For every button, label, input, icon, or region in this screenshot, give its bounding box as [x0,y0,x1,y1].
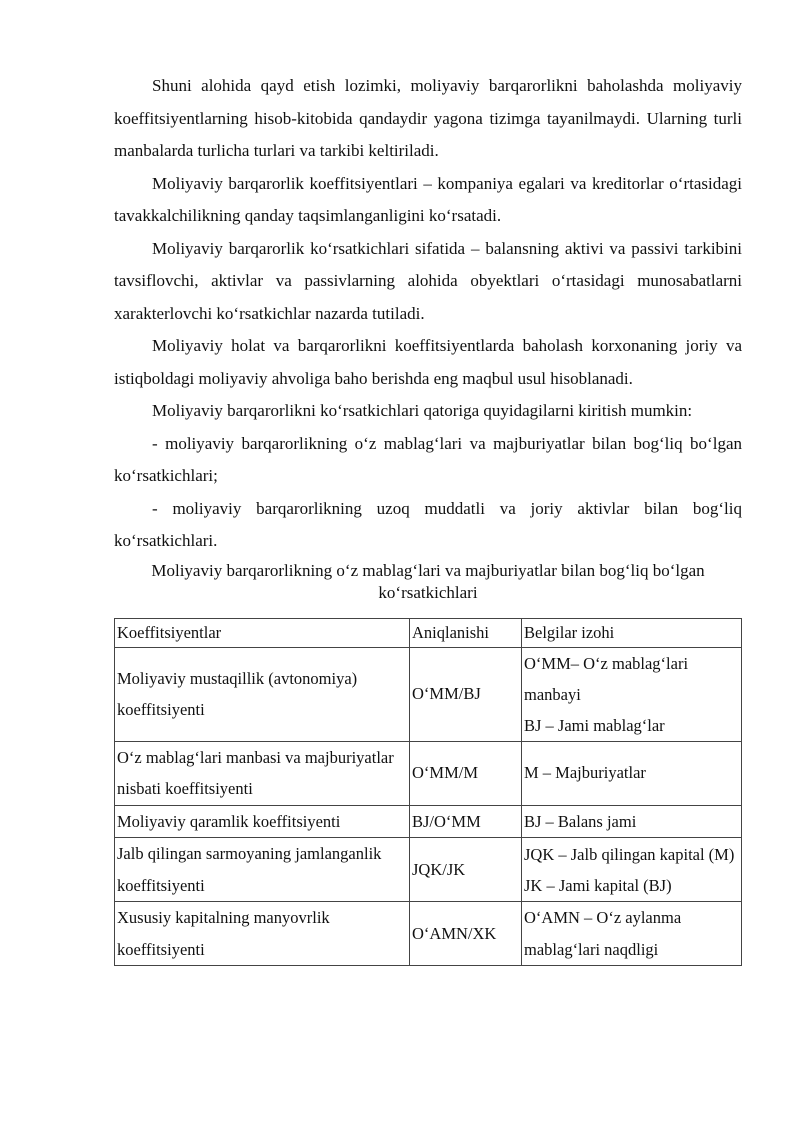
cell-notes [522,647,742,741]
cell-formula: O‘MM/BJ [410,647,522,741]
header-coefficients: Koeffitsiyentlar [115,618,410,647]
paragraph-3: Moliyaviy barqarorlik ko‘rsatkichlari sifatida – balansning aktivi va passivi tarkibini tavsiflovchi, aktivlar va passivlarning alohida obyektlari o‘rtasidagi munosabatlarni xarakterlovchi ko‘rsatkichlar nazarda tutiladi. [114,238,742,323]
cell-formula: O‘MM/M [410,741,522,805]
list-item-1: - moliyaviy barqarorlikning o‘z mablag‘lari va majburiyatlar bilan bog‘liq bo‘lgan ko‘rsatkichlari; [114,433,742,485]
table-row [115,647,742,741]
cell-note: JQK – Jalb qilingan kapital (M) [524,844,735,864]
table-caption-line-2: ko‘rsatkichlari [378,582,478,602]
table-row [115,805,742,838]
paragraph-5: Moliyaviy barqarorlikni ko‘rsatkichlari qatoriga quyidagilarni kiritish mumkin: [152,401,693,420]
table-row [115,838,742,902]
table-caption [114,560,742,604]
cell-name: O‘z mablag‘lari manbasi va majburiyatlar nisbati koeffitsiyenti [115,741,410,805]
cell-notes [522,838,742,902]
cell-note: BJ – Jami mablag‘lar [524,715,665,735]
cell-name: Moliyaviy qaramlik koeffitsiyenti [115,805,410,838]
cell-formula: O‘AMN/XK [410,902,522,966]
header-notation: Belgilar izohi [522,618,742,647]
document-page [114,70,742,966]
paragraph-4: Moliyaviy holat va barqarorlikni koeffitsiyentlarda baholash korxonaning joriy va istiqboldagi moliyaviy ahvoliga baho berishda eng maqbul usul hisoblanadi. [114,336,742,388]
coefficients-table [114,618,742,967]
table-caption-line-1: Moliyaviy barqarorlikning o‘z mablag‘lari va majburiyatlar bilan bog‘liq bo‘lgan [151,560,705,580]
cell-name: Xususiy kapitalning manyovrlik koeffitsiyenti [115,902,410,966]
cell-name: Moliyaviy mustaqillik (avtonomiya) koeffitsiyenti [115,647,410,741]
table-row [115,902,742,966]
cell-formula: JQK/JK [410,838,522,902]
cell-notes [522,741,742,805]
table-header-row [115,618,742,647]
list-item-2: - moliyaviy barqarorlikning uzoq muddatli va joriy aktivlar bilan bog‘liq ko‘rsatkichlari. [114,498,742,550]
cell-notes [522,902,742,966]
paragraph-2: Moliyaviy barqarorlik koeffitsiyentlari – kompaniya egalari va kreditorlar o‘rtasidagi tavakkalchilikning qanday taqsimlanganligini ko‘rsatadi. [114,173,742,225]
paragraph-1: Shuni alohida qayd etish lozimki, moliyaviy barqarorlikni baholashda moliyaviy koeffitsiyentlarning hisob-kitobida qandaydir yagona tizimga tayanilmaydi. Ularning turli manbalarda turlicha turlari va tarkibi keltiriladi. [114,76,742,160]
cell-notes [522,805,742,838]
cell-formula: BJ/O‘MM [410,805,522,838]
cell-note: BJ – Balans jami [524,811,637,831]
cell-note: O‘AMN – O‘z aylanma mablag‘lari naqdligi [524,908,682,959]
header-definition: Aniqlanishi [410,618,522,647]
cell-note: O‘MM– O‘z mablag‘lari manbayi [524,653,689,704]
table-row [115,741,742,805]
cell-note: M – Majburiyatlar [524,763,646,783]
cell-note: JK – Jami kapital (BJ) [524,875,672,895]
cell-name: Jalb qilingan sarmoyaning jamlanganlik koeffitsiyenti [115,838,410,902]
